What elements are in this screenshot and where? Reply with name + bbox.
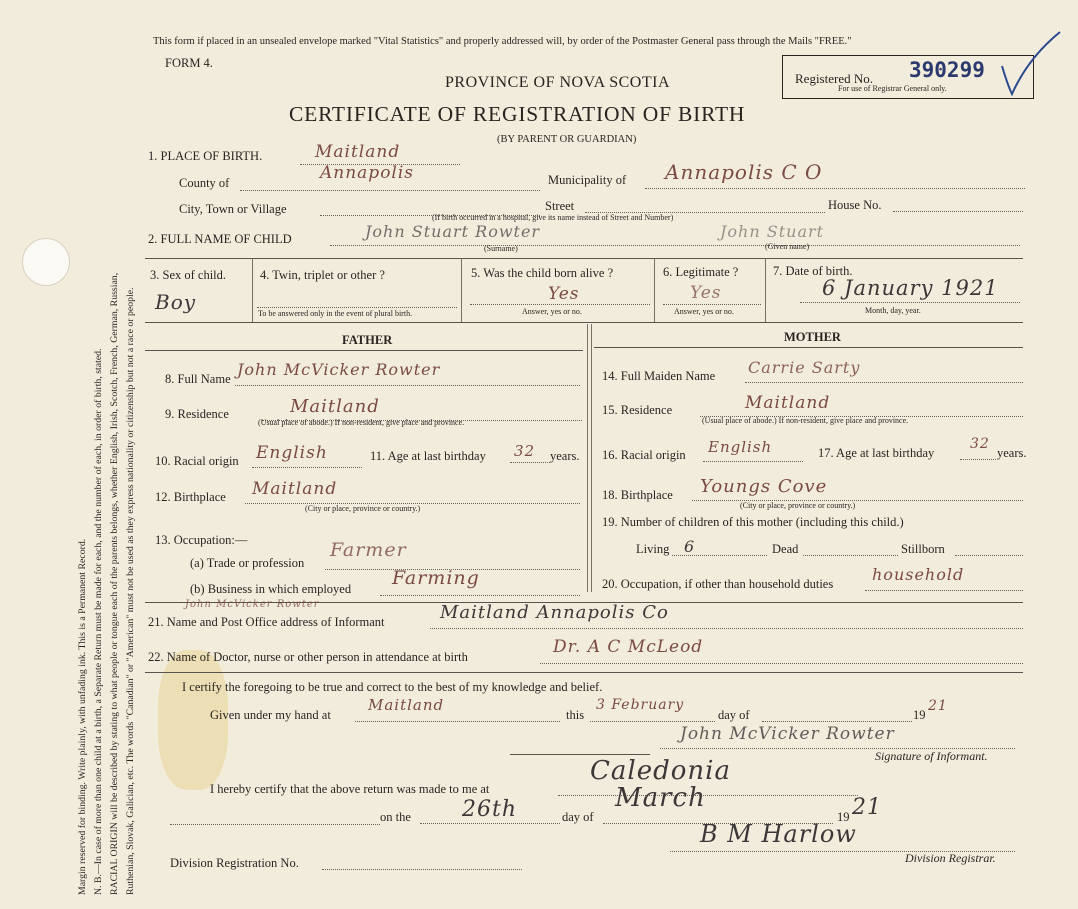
this-label: this — [566, 708, 585, 722]
given-day-of-label: day of — [718, 708, 750, 722]
certify-statement: I certify the foregoing to be true and correct to the best of my knowledge and belief. — [182, 680, 603, 694]
registrar-place-value: Caledonia — [590, 756, 731, 786]
legitimate-value: Yes — [690, 283, 722, 303]
legitimate-label: 6. Legitimate ? — [663, 265, 739, 279]
father-birthplace-value: Maitland — [252, 479, 338, 499]
informant-name-value: John McVicker Rowter — [185, 599, 320, 610]
father-age-unit: years. — [550, 449, 580, 463]
margin-note-2: N. B.—In case of more than one child at a birth, a Separate Return must be made for each, and the number of each, in order of birth, stated. — [93, 348, 104, 895]
municipality-label: Municipality of — [548, 173, 627, 187]
mother-residence-value: Maitland — [745, 393, 831, 413]
margin-note-4: Ruthenian, Slovak, Galician, etc. The words "Canadian" or "American" must not be used as they express nationality or citizenship but not a race or people. — [125, 287, 136, 895]
margin-note-1: Margin reserved for binding. Write plainly, with unfading ink. This is a Permanent Record. — [77, 538, 88, 895]
date-of-birth-label: 7. Date of birth. — [773, 264, 853, 278]
mother-heading: MOTHER — [784, 330, 841, 344]
mother-residence-label: 15. Residence — [602, 403, 673, 417]
surname-caption: (Surname) — [484, 244, 518, 253]
postal-notice: This form if placed in an unsealed envelope marked "Vital Statistics" and properly addressed will, by order of the Postmaster General pass through the Mails "FREE." — [153, 36, 852, 47]
living-value: 6 — [684, 537, 696, 556]
informant-signature: John McVicker Rowter — [680, 724, 895, 744]
given-year-value: 21 — [928, 698, 948, 714]
father-name-value: John McVicker Rowter — [237, 360, 441, 379]
given-name-caption: (Given name) — [765, 242, 810, 251]
margin-note-3: RACIAL ORIGIN will be described by stating to what people or tongue each of the parents belongs, whether English, Irish, Scotch, French, German, Russian, — [109, 272, 120, 895]
father-residence-value: Maitland — [290, 396, 380, 417]
mother-age-label: 17. Age at last birthday — [818, 446, 935, 460]
child-given-value: John Stuart — [720, 222, 825, 241]
mother-birthplace-value: Youngs Cove — [700, 476, 828, 497]
registrar-day-value: 26th — [462, 797, 518, 822]
sex-label: 3. Sex of child. — [150, 268, 227, 282]
born-alive-value: Yes — [548, 284, 580, 304]
street-label: Street — [545, 199, 575, 213]
attendant-label: 22. Name of Doctor, nurse or other person in attendance at birth — [148, 650, 468, 664]
born-alive-label: 5. Was the child born alive ? — [471, 266, 614, 280]
division-registration-label: Division Registration No. — [170, 856, 299, 870]
father-race-value: English — [256, 443, 328, 463]
county-value: Annapolis — [320, 163, 415, 183]
certificate-title: CERTIFICATE OF REGISTRATION OF BIRTH — [289, 102, 746, 126]
business-value: Farming — [392, 567, 480, 589]
informant-label: 21. Name and Post Office address of Informant — [148, 615, 385, 629]
living-label: Living — [636, 542, 670, 556]
place-of-birth-value: Maitland — [315, 142, 401, 162]
date-of-birth-note: Month, day, year. — [865, 306, 921, 315]
checkmark-icon — [998, 28, 1064, 98]
father-heading: FATHER — [342, 333, 393, 347]
informant-address-value: Maitland Annapolis Co — [440, 602, 669, 623]
mother-residence-note: (Usual place of abode.) If non-resident, give place and province. — [702, 416, 909, 425]
mother-name-label: 14. Full Maiden Name — [602, 369, 716, 383]
registrar-year-prefix: 19 — [837, 810, 850, 824]
twin-note: To be answered only in the event of plural birth. — [258, 309, 413, 318]
punch-hole — [22, 238, 70, 286]
registrar-day-of-label: day of — [562, 810, 594, 824]
father-birthplace-label: 12. Birthplace — [155, 490, 226, 504]
father-birthplace-note: (City or place, province or country.) — [305, 504, 421, 513]
informant-signature-caption: Signature of Informant. — [875, 749, 988, 763]
legitimate-note: Answer, yes or no. — [674, 307, 734, 316]
mother-occupation-value: household — [872, 565, 965, 584]
registered-label: Registered No. — [795, 71, 873, 86]
hospital-note: (If birth occurred in a hospital, give its name instead of Street and Number) — [432, 213, 674, 222]
registrar-signature: B M Harlow — [700, 820, 857, 848]
county-label: County of — [179, 176, 230, 190]
given-place-value: Maitland — [368, 696, 445, 714]
sex-value: Boy — [155, 290, 197, 314]
city-label: City, Town or Village — [179, 202, 287, 216]
stillborn-label: Stillborn — [901, 542, 945, 556]
mother-race-label: 16. Racial origin — [602, 448, 686, 462]
registrar-month-value: March — [615, 783, 706, 813]
trade-label: (a) Trade or profession — [190, 556, 305, 570]
mother-occupation-label: 20. Occupation, if other than household duties — [602, 577, 834, 591]
father-residence-note: (Usual place of abode.) If non-resident, give place and province. — [258, 418, 465, 427]
given-under-label: Given under my hand at — [210, 708, 331, 722]
form-number: FORM 4. — [165, 56, 213, 70]
father-name-label: 8. Full Name — [165, 372, 231, 386]
given-day-value: 3 February — [596, 697, 685, 713]
municipality-value: Annapolis C O — [665, 160, 823, 184]
mother-age-value: 32 — [970, 436, 990, 452]
given-year-prefix: 19 — [913, 708, 926, 722]
mother-age-unit: years. — [997, 446, 1027, 460]
twin-label: 4. Twin, triplet or other ? — [260, 268, 385, 282]
certificate-subtitle: (BY PARENT OR GUARDIAN) — [497, 134, 637, 145]
registered-number: 390299 — [909, 58, 985, 82]
child-name-label: 2. FULL NAME OF CHILD — [148, 232, 292, 246]
born-alive-note: Answer, yes or no. — [522, 307, 582, 316]
house-number-label: House No. — [828, 198, 882, 212]
registered-note: For use of Registrar General only. — [838, 84, 947, 93]
dead-label: Dead — [772, 542, 799, 556]
mother-birthplace-note: (City or place, province or country.) — [740, 501, 856, 510]
child-surname-value: John Stuart Rowter — [365, 222, 541, 241]
business-label: (b) Business in which employed — [190, 582, 352, 596]
mother-birthplace-label: 18. Birthplace — [602, 488, 673, 502]
date-of-birth-value: 6 January 1921 — [822, 276, 999, 300]
father-age-label: 11. Age at last birthday — [370, 449, 486, 463]
place-of-birth-label: 1. PLACE OF BIRTH. — [148, 149, 263, 163]
registrar-statement: I hereby certify that the above return was made to me at — [210, 782, 490, 796]
father-age-value: 32 — [514, 442, 536, 460]
registrar-year-value: 21 — [852, 795, 882, 820]
trade-value: Farmer — [330, 539, 407, 561]
mother-race-value: English — [708, 438, 773, 456]
mother-name-value: Carrie Sarty — [748, 358, 861, 377]
father-residence-label: 9. Residence — [165, 407, 229, 421]
occupation-label: 13. Occupation:— — [155, 533, 248, 547]
children-count-label: 19. Number of children of this mother (including this child.) — [602, 515, 904, 529]
registrar-caption: Division Registrar. — [905, 851, 996, 865]
father-race-label: 10. Racial origin — [155, 454, 239, 468]
province-heading: PROVINCE OF NOVA SCOTIA — [445, 74, 671, 91]
on-the-label: on the — [380, 810, 411, 824]
attendant-value: Dr. A C McLeod — [553, 637, 704, 657]
